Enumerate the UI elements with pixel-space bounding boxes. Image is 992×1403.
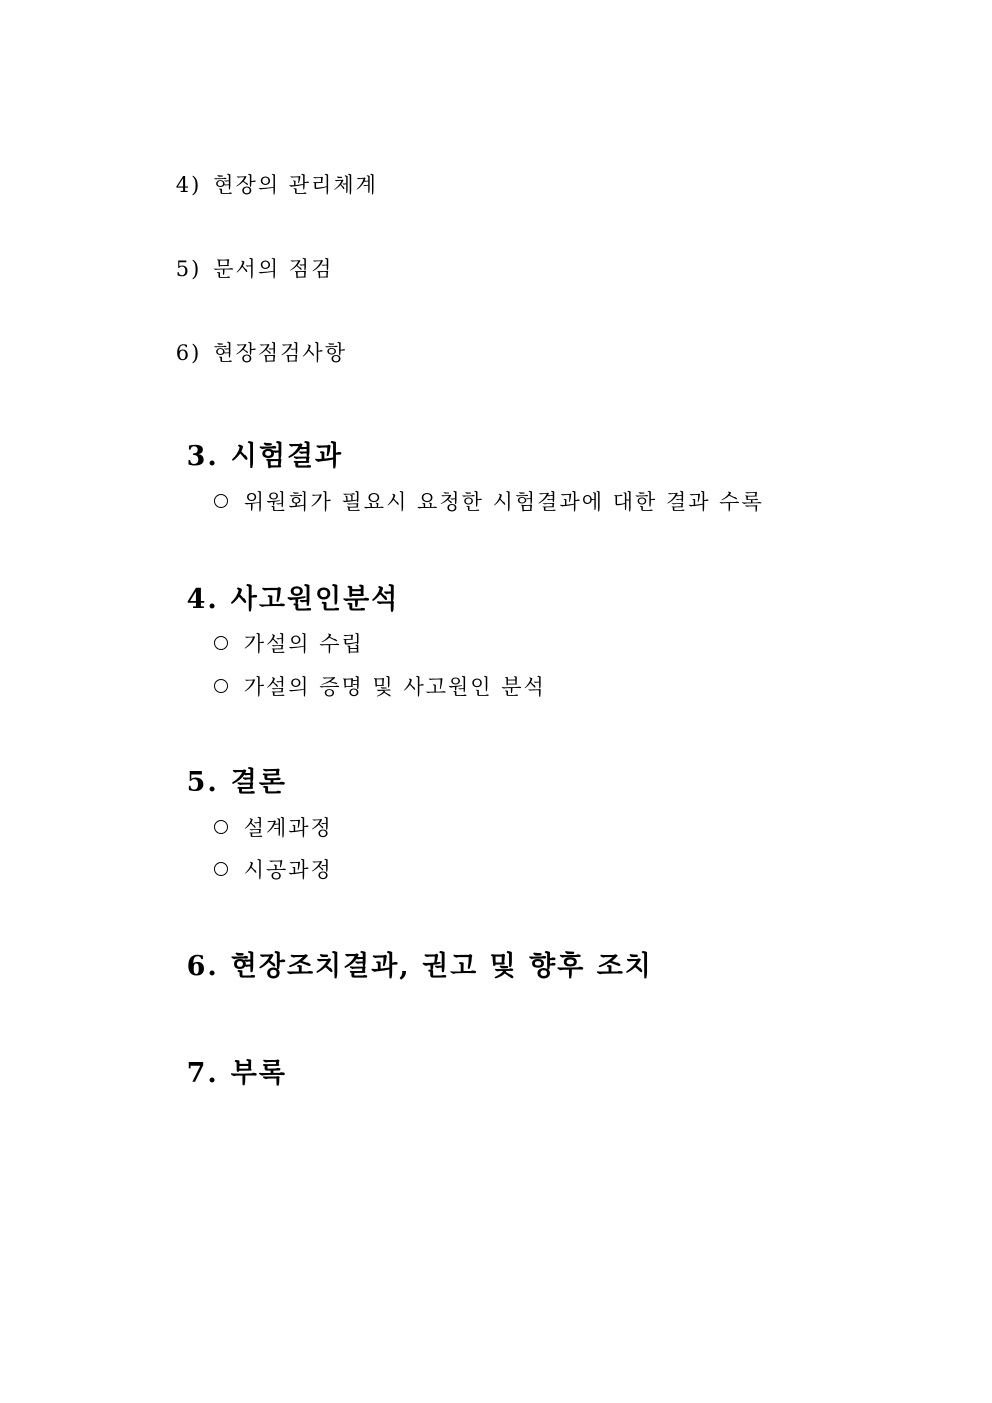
section-number: 7. (186, 1058, 219, 1089)
subitem-4 (141, 154, 378, 217)
subitem-6 (141, 322, 347, 385)
section-title: 시험결과 (230, 441, 344, 472)
section-number: 6. (186, 951, 219, 982)
bullet-text: 위원회가 필요시 요청한 시험결과에 대한 결과 수록 (243, 490, 764, 514)
subitem-text: 현장점검사항 (213, 341, 347, 365)
circle-bullet-icon (214, 862, 228, 876)
section-number: 3. (186, 441, 219, 472)
circle-bullet-icon (214, 636, 228, 650)
bullet-item (179, 656, 546, 719)
section-number: 5. (186, 767, 219, 798)
section-number: 4. (186, 584, 219, 615)
bullet-text: 설계과정 (243, 816, 333, 840)
subitem-number: 6) (175, 341, 202, 365)
section-title: 결론 (230, 767, 287, 798)
circle-bullet-icon (214, 820, 228, 834)
section-title: 부록 (230, 1058, 287, 1089)
bullet-item (179, 471, 764, 534)
bullet-item (179, 839, 333, 902)
subitem-number: 4) (175, 173, 202, 197)
section-title: 현장조치결과, 권고 및 향후 조치 (230, 951, 653, 982)
section-heading-6 (141, 926, 653, 1007)
circle-bullet-icon (214, 494, 228, 508)
subitem-number: 5) (175, 257, 202, 281)
bullet-text: 시공과정 (243, 858, 333, 882)
bullet-text: 가설의 수립 (243, 632, 364, 656)
subitem-text: 현장의 관리체계 (213, 173, 378, 197)
section-title: 사고원인분석 (230, 584, 400, 615)
subitem-text: 문서의 점검 (213, 257, 334, 281)
section-heading-7 (141, 1033, 287, 1114)
bullet-text: 가설의 증명 및 사고원인 분석 (243, 675, 546, 699)
subitem-5 (141, 238, 333, 301)
circle-bullet-icon (214, 679, 228, 693)
